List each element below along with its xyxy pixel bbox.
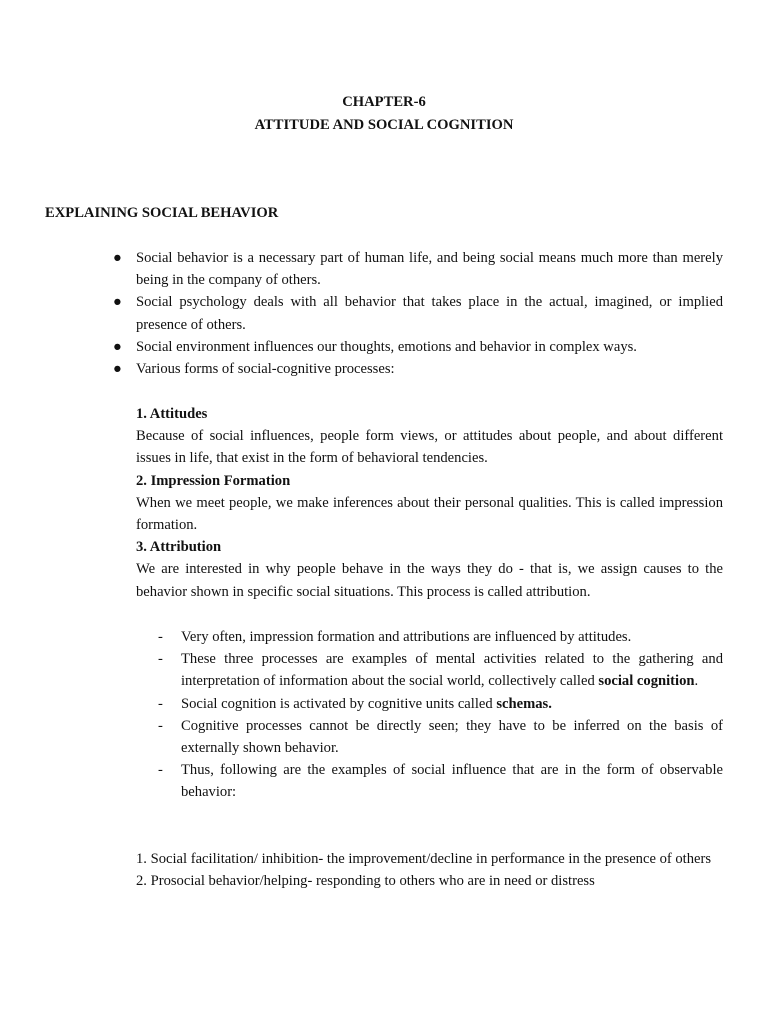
- process-heading-impression: 2. Impression Formation: [136, 472, 291, 489]
- dash-icon: -: [158, 629, 163, 645]
- dash-icon: -: [158, 717, 163, 734]
- list-item: [158, 715, 723, 759]
- dash-text-bold: social cognition: [598, 673, 695, 690]
- dash-list: [158, 626, 723, 804]
- dash-icon: -: [158, 695, 163, 712]
- bullet-icon: ●: [113, 294, 122, 311]
- list-item: [158, 648, 723, 692]
- list-item: [158, 759, 723, 803]
- process-heading-attribution: 3. Attribution: [136, 539, 222, 556]
- bullet-list: [113, 247, 723, 380]
- dash-text: These three processes are examples of mental activities related to the gathering and interpretation of information about the social world, collectively called: [181, 651, 723, 690]
- process-text-attribution: We are interested in why people behave in the ways they do - that is, we assign causes to the behavior shown in specific social situations. This process is called attribution.: [136, 561, 723, 600]
- bullet-text: Social environment influences our thoughts, emotions and behavior in complex ways.: [136, 338, 637, 355]
- dash-text: Very often, impression formation and attributions are influenced by attitudes.: [181, 629, 632, 645]
- list-item: [113, 358, 723, 380]
- list-item: [113, 336, 723, 358]
- dash-text: Thus, following are the examples of social influence that are in the form of observable behavior:: [181, 762, 723, 801]
- processes-block: [136, 403, 723, 603]
- dash-icon: -: [158, 762, 163, 779]
- process-heading-attitudes: 1. Attitudes: [136, 406, 208, 422]
- process-text-attitudes: Because of social influences, people form views, or attitudes about people, and about different issues in life, that exist in the form of behavioral tendencies.: [136, 428, 723, 467]
- influence-item: 2. Prosocial behavior/helping- responding to others who are in need or distress: [136, 873, 595, 890]
- bullet-text: Social psychology deals with all behavior that takes place in the actual, imagined, or implied presence of others.: [136, 294, 723, 333]
- bullet-icon: ●: [113, 361, 122, 378]
- bullet-icon: ●: [113, 250, 122, 266]
- dash-icon: -: [158, 651, 163, 668]
- section-heading: EXPLAINING SOCIAL BEHAVIOR: [45, 205, 279, 221]
- list-item: [113, 247, 723, 291]
- bullet-icon: ●: [113, 338, 122, 355]
- list-item: [113, 291, 723, 335]
- bullet-text: Social behavior is a necessary part of human life, and being social means much more than merely being in the company of others.: [136, 250, 723, 289]
- chapter-number: CHAPTER-6: [342, 94, 426, 110]
- chapter-title: ATTITUDE AND SOCIAL COGNITION: [254, 116, 514, 133]
- process-text-impression: When we meet people, we make inferences about their personal qualities. This is called impression formation.: [136, 494, 723, 534]
- chapter-header: [0, 91, 768, 136]
- list-item: [158, 626, 723, 648]
- dash-text: .: [694, 673, 699, 690]
- influence-list: [136, 848, 723, 892]
- dash-text: Cognitive processes cannot be directly seen; they have to be inferred on the basis of externally shown behavior.: [181, 717, 723, 757]
- list-item: [158, 693, 723, 715]
- dash-text-bold: schemas.: [496, 695, 552, 712]
- dash-text: Social cognition is activated by cognitive units called: [181, 695, 497, 712]
- influence-item: 1. Social facilitation/ inhibition- the improvement/decline in performance in the presence of others: [136, 851, 712, 867]
- bullet-text: Various forms of social-cognitive processes:: [136, 361, 395, 378]
